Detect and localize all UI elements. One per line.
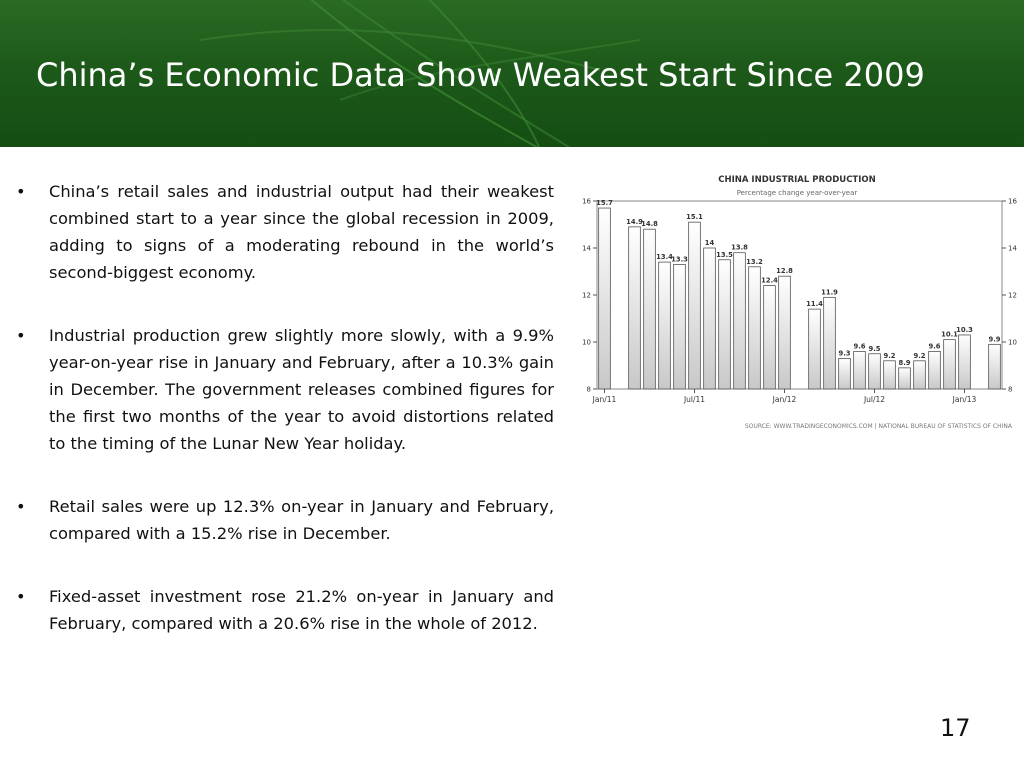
y-tick-label-left: 14 — [582, 244, 591, 253]
bar — [734, 253, 746, 389]
bar — [674, 264, 686, 389]
bar — [644, 229, 656, 389]
bullet-item — [14, 178, 554, 286]
data-label: 9.2 — [883, 351, 896, 360]
plot-frame — [597, 201, 1002, 389]
bar — [719, 260, 731, 389]
data-label: 10.3 — [956, 325, 973, 334]
y-tick-label-right: 10 — [1008, 338, 1017, 347]
data-label: 13.5 — [716, 250, 733, 259]
bullet-marker: • — [16, 326, 26, 345]
x-tick-label: Jan/13 — [952, 395, 977, 404]
data-label: 13.4 — [656, 253, 673, 262]
data-label: 9.9 — [988, 335, 1001, 344]
y-tick-label-left: 10 — [582, 338, 591, 347]
slide-header — [0, 0, 1024, 147]
bar — [599, 208, 611, 389]
x-tick-label: Jan/12 — [772, 395, 797, 404]
data-label: 14.8 — [641, 220, 658, 229]
chart-subtitle: Percentage change year-over-year — [736, 189, 858, 197]
y-tick-label-right: 14 — [1008, 244, 1017, 253]
data-label: 8.9 — [898, 358, 911, 367]
bar — [779, 276, 791, 389]
bar — [629, 227, 641, 389]
bullet-text: Retail sales were up 12.3% on-year in January and February, compared with a 15.2% rise in December. — [49, 497, 554, 543]
data-label: 14.9 — [626, 217, 643, 226]
bar — [809, 309, 821, 389]
data-label: 13.2 — [746, 257, 763, 266]
bar — [659, 262, 671, 389]
data-label: 12.8 — [776, 267, 793, 276]
bullet-marker: • — [16, 587, 26, 606]
bar — [764, 286, 776, 389]
industrial-production-chart — [578, 168, 1024, 438]
x-tick-label: Jan/11 — [592, 395, 617, 404]
bullet-marker: • — [16, 182, 26, 201]
data-label: 10.1 — [941, 330, 958, 339]
y-tick-label-left: 12 — [582, 291, 591, 300]
bullet-item — [14, 493, 554, 547]
bar — [824, 297, 836, 389]
data-label: 9.6 — [853, 342, 866, 351]
data-label: 9.6 — [928, 342, 941, 351]
data-label: 9.3 — [838, 349, 851, 358]
bar — [929, 351, 941, 389]
bar — [944, 340, 956, 389]
bar — [839, 358, 851, 389]
data-label: 14 — [704, 239, 715, 247]
bullet-text: Industrial production grew slightly more slowly, with a 9.9% year-on-year rise in January and February, after a 10.3% gain in December. The government releases combined figures for the first two months of the year to avoid distortions related to the timing of the Lunar New Year holiday. — [49, 326, 554, 453]
data-label: 11.9 — [821, 288, 838, 297]
x-tick-label: Jul/12 — [863, 395, 886, 404]
data-label: 13.8 — [731, 243, 748, 252]
y-tick-label-left: 8 — [586, 385, 591, 394]
bar — [854, 351, 866, 389]
data-label: 15.1 — [686, 213, 703, 222]
data-label: 9.2 — [913, 351, 926, 360]
bar — [959, 335, 971, 389]
chart-source: SOURCE: WWW.TRADINGECONOMICS.COM | NATIONAL BUREAU OF STATISTICS OF CHINA — [744, 423, 1012, 430]
data-label: 15.7 — [596, 199, 613, 208]
bullet-item — [14, 322, 554, 457]
bar — [869, 354, 881, 389]
y-tick-label-right: 16 — [1008, 197, 1017, 206]
bullet-list — [14, 178, 554, 673]
y-tick-label-right: 8 — [1008, 385, 1013, 394]
data-label: 11.4 — [806, 300, 823, 309]
chart-svg — [578, 168, 1024, 438]
x-tick-label: Jul/11 — [683, 395, 706, 404]
y-tick-label-right: 12 — [1008, 291, 1017, 300]
chart-title: CHINA INDUSTRIAL PRODUCTION — [718, 175, 876, 185]
bar — [689, 222, 701, 389]
bullet-text: Fixed-asset investment rose 21.2% on-year in January and February, compared with a 20.6% rise in the whole of 2012. — [49, 587, 554, 633]
bullet-text: China’s retail sales and industrial output had their weakest combined start to a year since the global recession in 2009, adding to signs of a moderating rebound in the world’s second-biggest economy. — [49, 182, 554, 282]
bar — [989, 344, 1001, 389]
data-label: 12.4 — [761, 276, 778, 285]
bullet-marker: • — [16, 497, 26, 516]
y-tick-label-left: 16 — [582, 197, 591, 206]
slide-title: China’s Economic Data Show Weakest Start Since 2009 — [36, 56, 925, 94]
bar — [914, 361, 926, 389]
bar — [749, 267, 761, 389]
page-number: 17 — [940, 714, 971, 742]
bullet-item — [14, 583, 554, 637]
bar — [704, 248, 716, 389]
data-label: 13.3 — [671, 255, 688, 264]
bar — [884, 361, 896, 389]
bar — [899, 368, 911, 389]
data-label: 9.5 — [868, 344, 881, 353]
